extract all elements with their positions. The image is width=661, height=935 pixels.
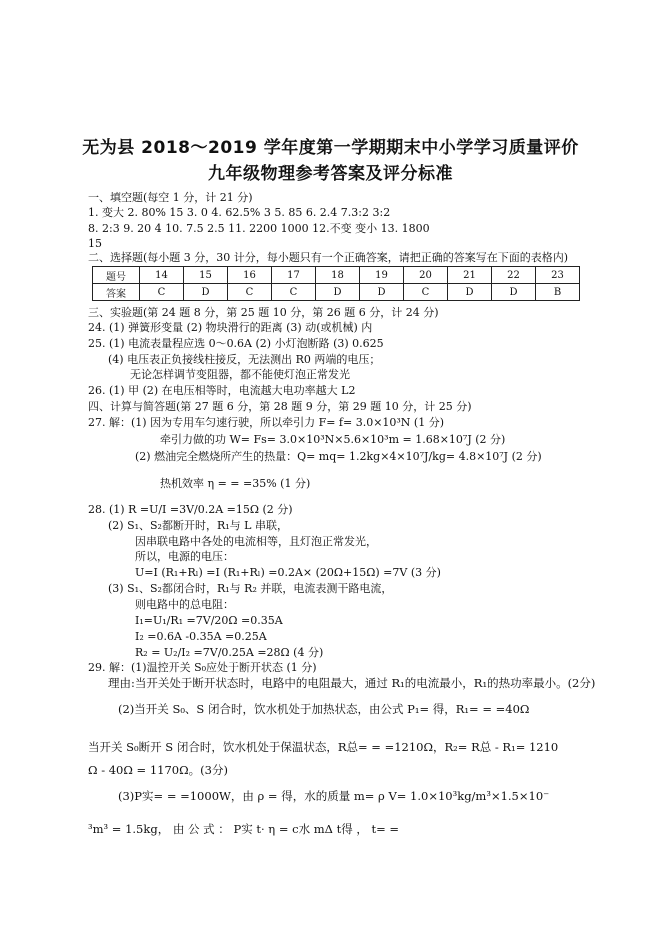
question-28-a: 28. (1) R =U/I =3V/0.2A =15Ω (2 分) — [88, 503, 293, 516]
question-25-a: 25. (1) 电流表量程应选 0～0.6A (2) 小灯泡断路 (3) 0.625 — [88, 337, 384, 350]
question-28-b: (2) S₁、S₂都断开时，R₁与 L 串联， — [108, 519, 288, 532]
question-28-f: (3) S₁、S₂都闭合时，R₁与 R₂ 并联，电流表测干路电流， — [108, 582, 393, 595]
table-cell: C — [228, 284, 272, 301]
question-29-d: 当开关 S₀断开 S 闭合时，饮水机处于保温状态，R总= = =1210Ω，R₂= R总 - R₁= 1210 — [88, 740, 559, 754]
question-24: 24. (1) 弹簧形变量 (2) 物块滑行的距离 (3) 动(或机械) 内 — [88, 321, 373, 334]
question-28-e: U=I (R₁+Rₗ) =I (R₁+Rₗ) =0.2A× (20Ω+15Ω) =7V (3 分) — [135, 566, 441, 579]
answer-table — [92, 266, 580, 301]
table-label-number: 题号 — [93, 267, 140, 284]
document-title: 无为县 2018～2019 学年度第一学期期末中小学学习质量评价 — [82, 138, 579, 158]
table-cell: 17 — [272, 267, 316, 284]
answer-table-number-row — [93, 267, 580, 284]
question-27-c: (2) 燃油完全燃烧所产生的热量：Q= mq= 1.2kg×4×10⁷J/kg= 4.8×10⁷J (2 分) — [135, 450, 542, 463]
question-28-d: 所以，电源的电压： — [135, 550, 234, 563]
table-cell: C — [404, 284, 448, 301]
table-cell: B — [536, 284, 580, 301]
question-27-b: 牵引力做的功 W= Fs= 3.0×10³N×5.6×10³m = 1.68×10⁷J (2 分) — [160, 433, 506, 446]
section1-heading: 一、填空题(每空 1 分，计 21 分) — [88, 191, 253, 204]
section1-answers-line2: 8. 2:3 9. 20 4 10. 7.5 2.5 11. 2200 1000 12.不变 变小 13. 1800 — [88, 222, 430, 235]
table-cell: D — [360, 284, 404, 301]
table-cell: 15 — [184, 267, 228, 284]
question-28-i: I₂ =0.6A -0.35A =0.25A — [135, 630, 267, 643]
table-cell: D — [184, 284, 228, 301]
table-cell: 14 — [140, 267, 184, 284]
table-cell: 20 — [404, 267, 448, 284]
table-label-answer: 答案 — [93, 284, 140, 301]
section3-heading: 三、实验题(第 24 题 8 分，第 25 题 10 分，第 26 题 6 分，计 24 分) — [88, 306, 439, 319]
question-27-d: 热机效率 η = = =35% (1 分) — [160, 477, 311, 490]
question-27-a: 27. 解：(1) 因为专用车匀速行驶，所以牵引力 F= f= 3.0×10³N (1 分) — [88, 416, 445, 429]
document-subtitle: 九年级物理参考答案及评分标准 — [208, 164, 453, 184]
question-29-c: (2)当开关 S₀、S 闭合时，饮水机处于加热状态，由公式 P₁= 得，R₁= = =40Ω — [118, 702, 530, 716]
section4-heading: 四、计算与简答题(第 27 题 6 分，第 28 题 9 分，第 29 题 10 分，计 25 分) — [88, 400, 472, 413]
question-28-h: I₁=U₁/R₁ =7V/20Ω =0.35A — [135, 614, 283, 627]
question-29-a: 29. 解：(1)温控开关 S₀应处于断开状态 (1 分) — [88, 661, 317, 674]
table-cell: D — [316, 284, 360, 301]
section1-answers-line1: 1. 变大 2. 80% 15 3. 0 4. 62.5% 3 5. 85 6. 2.4 7.3:2 3:2 — [88, 206, 391, 219]
table-cell: C — [272, 284, 316, 301]
answer-table-answer-row — [93, 284, 580, 301]
question-28-g: 则电路中的总电阻： — [135, 598, 234, 611]
question-28-j: R₂ = U₂/I₂ =7V/0.25A =28Ω (4 分) — [135, 646, 324, 659]
table-cell: 22 — [492, 267, 536, 284]
question-29-f: (3)P实= = =1000W，由 ρ = 得，水的质量 m= ρ V= 1.0×10³kg/m³×1.5×10⁻ — [118, 789, 550, 803]
section1-answers-line3: 15 — [88, 237, 102, 250]
table-cell: 19 — [360, 267, 404, 284]
question-25-c: 无论怎样调节变阻器，都不能使灯泡正常发光 — [130, 368, 350, 381]
question-28-c: 因串联电路中各处的电流相等，且灯泡正常发光， — [135, 535, 377, 548]
question-29-e: Ω - 40Ω = 1170Ω。(3分) — [88, 763, 228, 777]
table-cell: D — [448, 284, 492, 301]
question-29-g: ³m³ = 1.5kg， 由 公 式 ： P实 t· η = c水 mΔ t得 ， t= = — [88, 822, 400, 836]
table-cell: 16 — [228, 267, 272, 284]
table-cell: 18 — [316, 267, 360, 284]
question-29-b: 理由:当开关处于断开状态时，电路中的电阻最大，通过 R₁的电流最小，R₁的热功率最小。(2分) — [108, 676, 596, 690]
table-cell: 23 — [536, 267, 580, 284]
question-25-b: (4) 电压表正负接线柱接反，无法测出 R0 两端的电压； — [108, 353, 381, 366]
question-26: 26. (1) 甲 (2) 在电压相等时，电流越大电功率越大 L2 — [88, 384, 356, 397]
table-cell: 21 — [448, 267, 492, 284]
table-cell: D — [492, 284, 536, 301]
section2-heading: 二、选择题(每小题 3 分，30 计分，每小题只有一个正确答案，请把正确的答案写在下面的表格内) — [88, 251, 569, 264]
table-cell: C — [140, 284, 184, 301]
